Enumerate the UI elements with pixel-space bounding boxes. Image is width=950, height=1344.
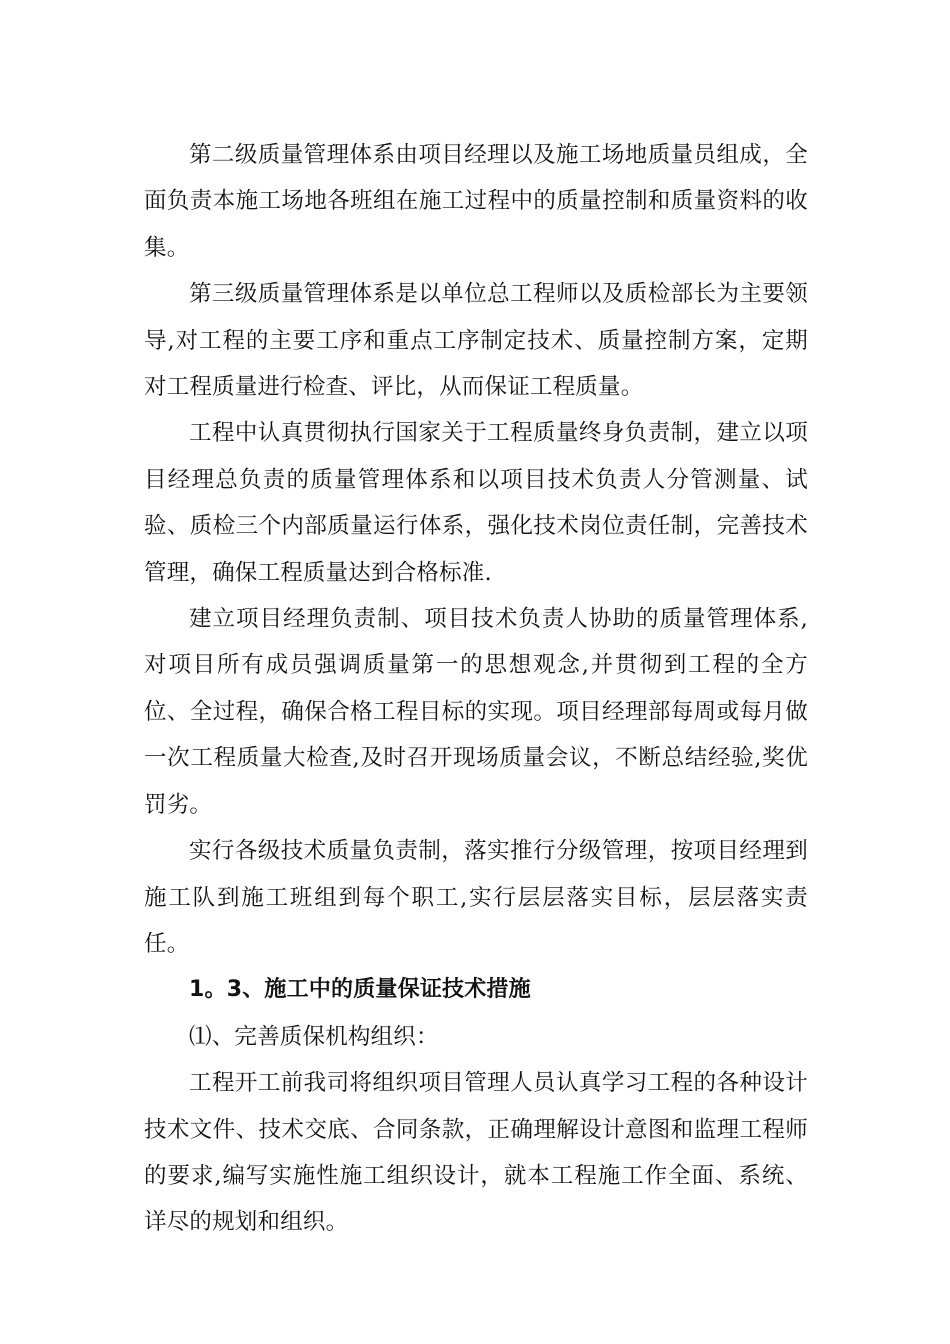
document-body bbox=[144, 132, 808, 1246]
paragraph-lifetime-responsibility: 工程中认真贯彻执行国家关于工程质量终身负责制，建立以项目经理总负责的质量管理体系和以项目技术负责人分管测量、试验、质检三个内部质量运行体系，强化技术岗位责任制，完善技术管理，确保工程质量达到合格标准. bbox=[144, 420, 808, 586]
subsection-heading: ⑴、完善质保机构组织： bbox=[189, 1023, 439, 1050]
paragraph-third-level-system: 第三级质量管理体系是以单位总工程师以及质检部长为主要领导,对工程的主要工序和重点工序制定技术、质量控制方案，定期对工程质量进行检查、评比，从而保证工程质量。 bbox=[144, 281, 808, 401]
paragraph-tiered-management: 实行各级技术质量负责制，落实推行分级管理，按项目经理到施工队到施工班组到每个职工,实行层层落实目标，层层落实责任。 bbox=[144, 838, 808, 957]
paragraph-pre-construction-study: 工程开工前我司将组织项目管理人员认真学习工程的各种设计技术文件、技术交底、合同条款，正确理解设计意图和监理工程师的要求,编写实施性施工组织设计，就本工程施工作全面、系统、详尽的规划和组织。 bbox=[144, 1070, 808, 1236]
paragraph-second-level-system: 第二级质量管理体系由项目经理以及施工场地质量员组成，全面负责本施工场地各班组在施工过程中的质量控制和质量资料的收集。 bbox=[144, 142, 808, 261]
section-heading: 1。3、施工中的质量保证技术措施 bbox=[189, 977, 531, 1003]
paragraph-project-manager-responsibility: 建立项目经理负责制、项目技术负责人协助的质量管理体系,对项目所有成员强调质量第一的思想观念,并贯彻到工程的全方位、全过程，确保合格工程目标的实现。项目经理部每周或每月做一次工程质量大检查,及时召开现场质量会议，不断总结经验,奖优罚劣。 bbox=[144, 606, 808, 818]
